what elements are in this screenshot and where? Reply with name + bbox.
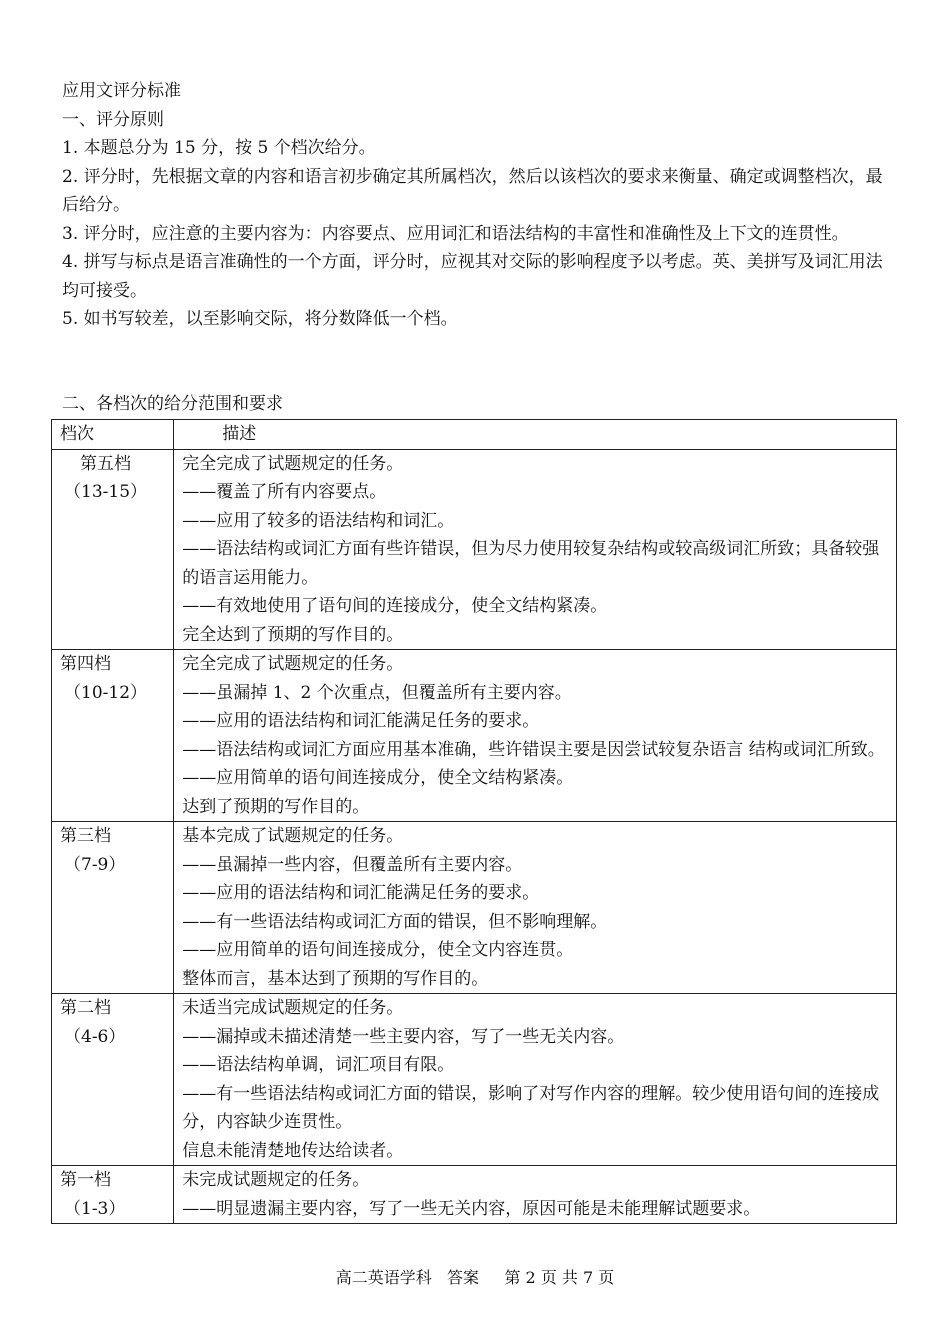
desc-line: ——有效地使用了语句间的连接成分，使全文结构紧凑。	[182, 596, 608, 616]
footer-page-info: 第 2 页 共 7 页	[504, 1268, 615, 1287]
grading-table	[51, 419, 897, 1224]
desc-line: 未适当完成试题规定的任务。	[182, 998, 404, 1018]
desc-line: ——应用简单的语句间连接成分，使全文内容连贯。	[182, 940, 574, 960]
desc-line: 信息未能清楚地传达给读者。	[182, 1140, 404, 1161]
section1-heading: 一、评分原则	[62, 109, 164, 130]
principle-item-2: 2. 评分时，先根据文章的内容和语言初步确定其所属档次，然后以该档次的要求来衡量、确定或调整档次，最后给分。	[62, 166, 883, 215]
desc-line: ——应用简单的语句间连接成分，使全文结构紧凑。	[182, 768, 574, 788]
table-row-level-3	[52, 822, 897, 994]
level-range: （4-6）	[64, 1026, 126, 1047]
desc-line: ——有一些语法结构或词汇方面的错误，影响了对写作内容的理解。较少使用语句间的连接成分，内容缺少连贯性。	[182, 1083, 880, 1132]
desc-line: ——明显遗漏主要内容，写了一些无关内容，原因可能是未能理解试题要求。	[182, 1198, 761, 1219]
level-cell	[52, 1166, 174, 1224]
desc-line: 未完成试题规定的任务。	[182, 1170, 370, 1190]
footer-label: 答案	[447, 1268, 480, 1287]
header-level: 档次	[60, 424, 94, 444]
desc-line: ——语法结构单调，词汇项目有限。	[182, 1055, 455, 1075]
level-range: （10-12）	[64, 682, 148, 703]
level-name: 第一档	[60, 1170, 111, 1190]
level-name: 第四档	[60, 654, 111, 674]
level-name: 第五档	[80, 453, 131, 474]
desc-line: 完全完成了试题规定的任务。	[182, 453, 404, 474]
desc-line: ——语法结构或词汇方面有些许错误，但为尽力使用较复杂结构或较高级词汇所致；具备较强的语言运用能力。	[182, 539, 880, 588]
desc-cell	[174, 822, 897, 994]
desc-line: ——应用了较多的语法结构和词汇。	[182, 510, 455, 531]
desc-line: ——漏掉或未描述清楚一些主要内容，写了一些无关内容。	[182, 1026, 625, 1047]
desc-line: ——有一些语法结构或词汇方面的错误，但不影响理解。	[182, 911, 608, 932]
level-name: 第二档	[60, 998, 111, 1018]
header-desc-cell	[174, 420, 897, 450]
desc-line: ——应用的语法结构和词汇能满足任务的要求。	[182, 883, 540, 903]
header-level-cell	[52, 420, 174, 450]
table-header-row	[52, 420, 897, 450]
intro-text	[62, 77, 892, 334]
section2-heading-block	[62, 390, 892, 419]
desc-line: 整体而言，基本达到了预期的写作目的。	[182, 968, 489, 989]
principle-item-3: 3. 评分时，应注意的主要内容为：内容要点、应用词汇和语法结构的丰富性和准确性及上下文的连贯性。	[62, 223, 849, 244]
principle-item-5: 5. 如书写较差，以至影响交际，将分数降低一个档。	[62, 309, 458, 329]
level-cell	[52, 994, 174, 1166]
desc-line: ——覆盖了所有内容要点。	[182, 482, 387, 502]
table-row-level-4	[52, 650, 897, 822]
document-title: 应用文评分标准	[62, 81, 181, 101]
desc-line: 达到了预期的写作目的。	[182, 796, 370, 817]
desc-line: ——虽漏掉 1、2 个次重点，但覆盖所有主要内容。	[182, 682, 572, 703]
level-name: 第三档	[60, 826, 111, 846]
page-footer	[0, 1266, 950, 1290]
principle-item-1: 1. 本题总分为 15 分，按 5 个档次给分。	[62, 138, 376, 158]
principle-item-4: 4. 拼写与标点是语言准确性的一个方面，评分时，应视其对交际的影响程度予以考虑。英、美拼写及词汇用法均可接受。	[62, 252, 883, 301]
desc-line: ——语法结构或词汇方面应用基本准确，些许错误主要是因尝试较复杂语言 结构或词汇所致。	[182, 739, 885, 760]
table-row-level-2	[52, 994, 897, 1166]
desc-line: 基本完成了试题规定的任务。	[182, 826, 404, 846]
desc-cell	[174, 1166, 897, 1224]
desc-cell	[174, 994, 897, 1166]
desc-line: ——应用的语法结构和词汇能满足任务的要求。	[182, 711, 540, 731]
level-cell	[52, 822, 174, 994]
level-range: （13-15）	[64, 482, 148, 502]
table-row-level-1	[52, 1166, 897, 1224]
level-cell	[52, 449, 174, 650]
footer-subject: 高二英语学科	[335, 1268, 432, 1287]
desc-cell	[174, 449, 897, 650]
table-row-level-5	[52, 449, 897, 650]
desc-cell	[174, 650, 897, 822]
level-cell	[52, 650, 174, 822]
header-desc: 描述	[222, 424, 257, 444]
desc-line: ——虽漏掉一些内容，但覆盖所有主要内容。	[182, 854, 523, 875]
level-range: （1-3）	[64, 1198, 126, 1219]
desc-line: 完全达到了预期的写作目的。	[182, 624, 404, 645]
desc-line: 完全完成了试题规定的任务。	[182, 654, 404, 674]
level-range: （7-9）	[64, 854, 126, 875]
section2-heading: 二、各档次的给分范围和要求	[62, 394, 283, 414]
